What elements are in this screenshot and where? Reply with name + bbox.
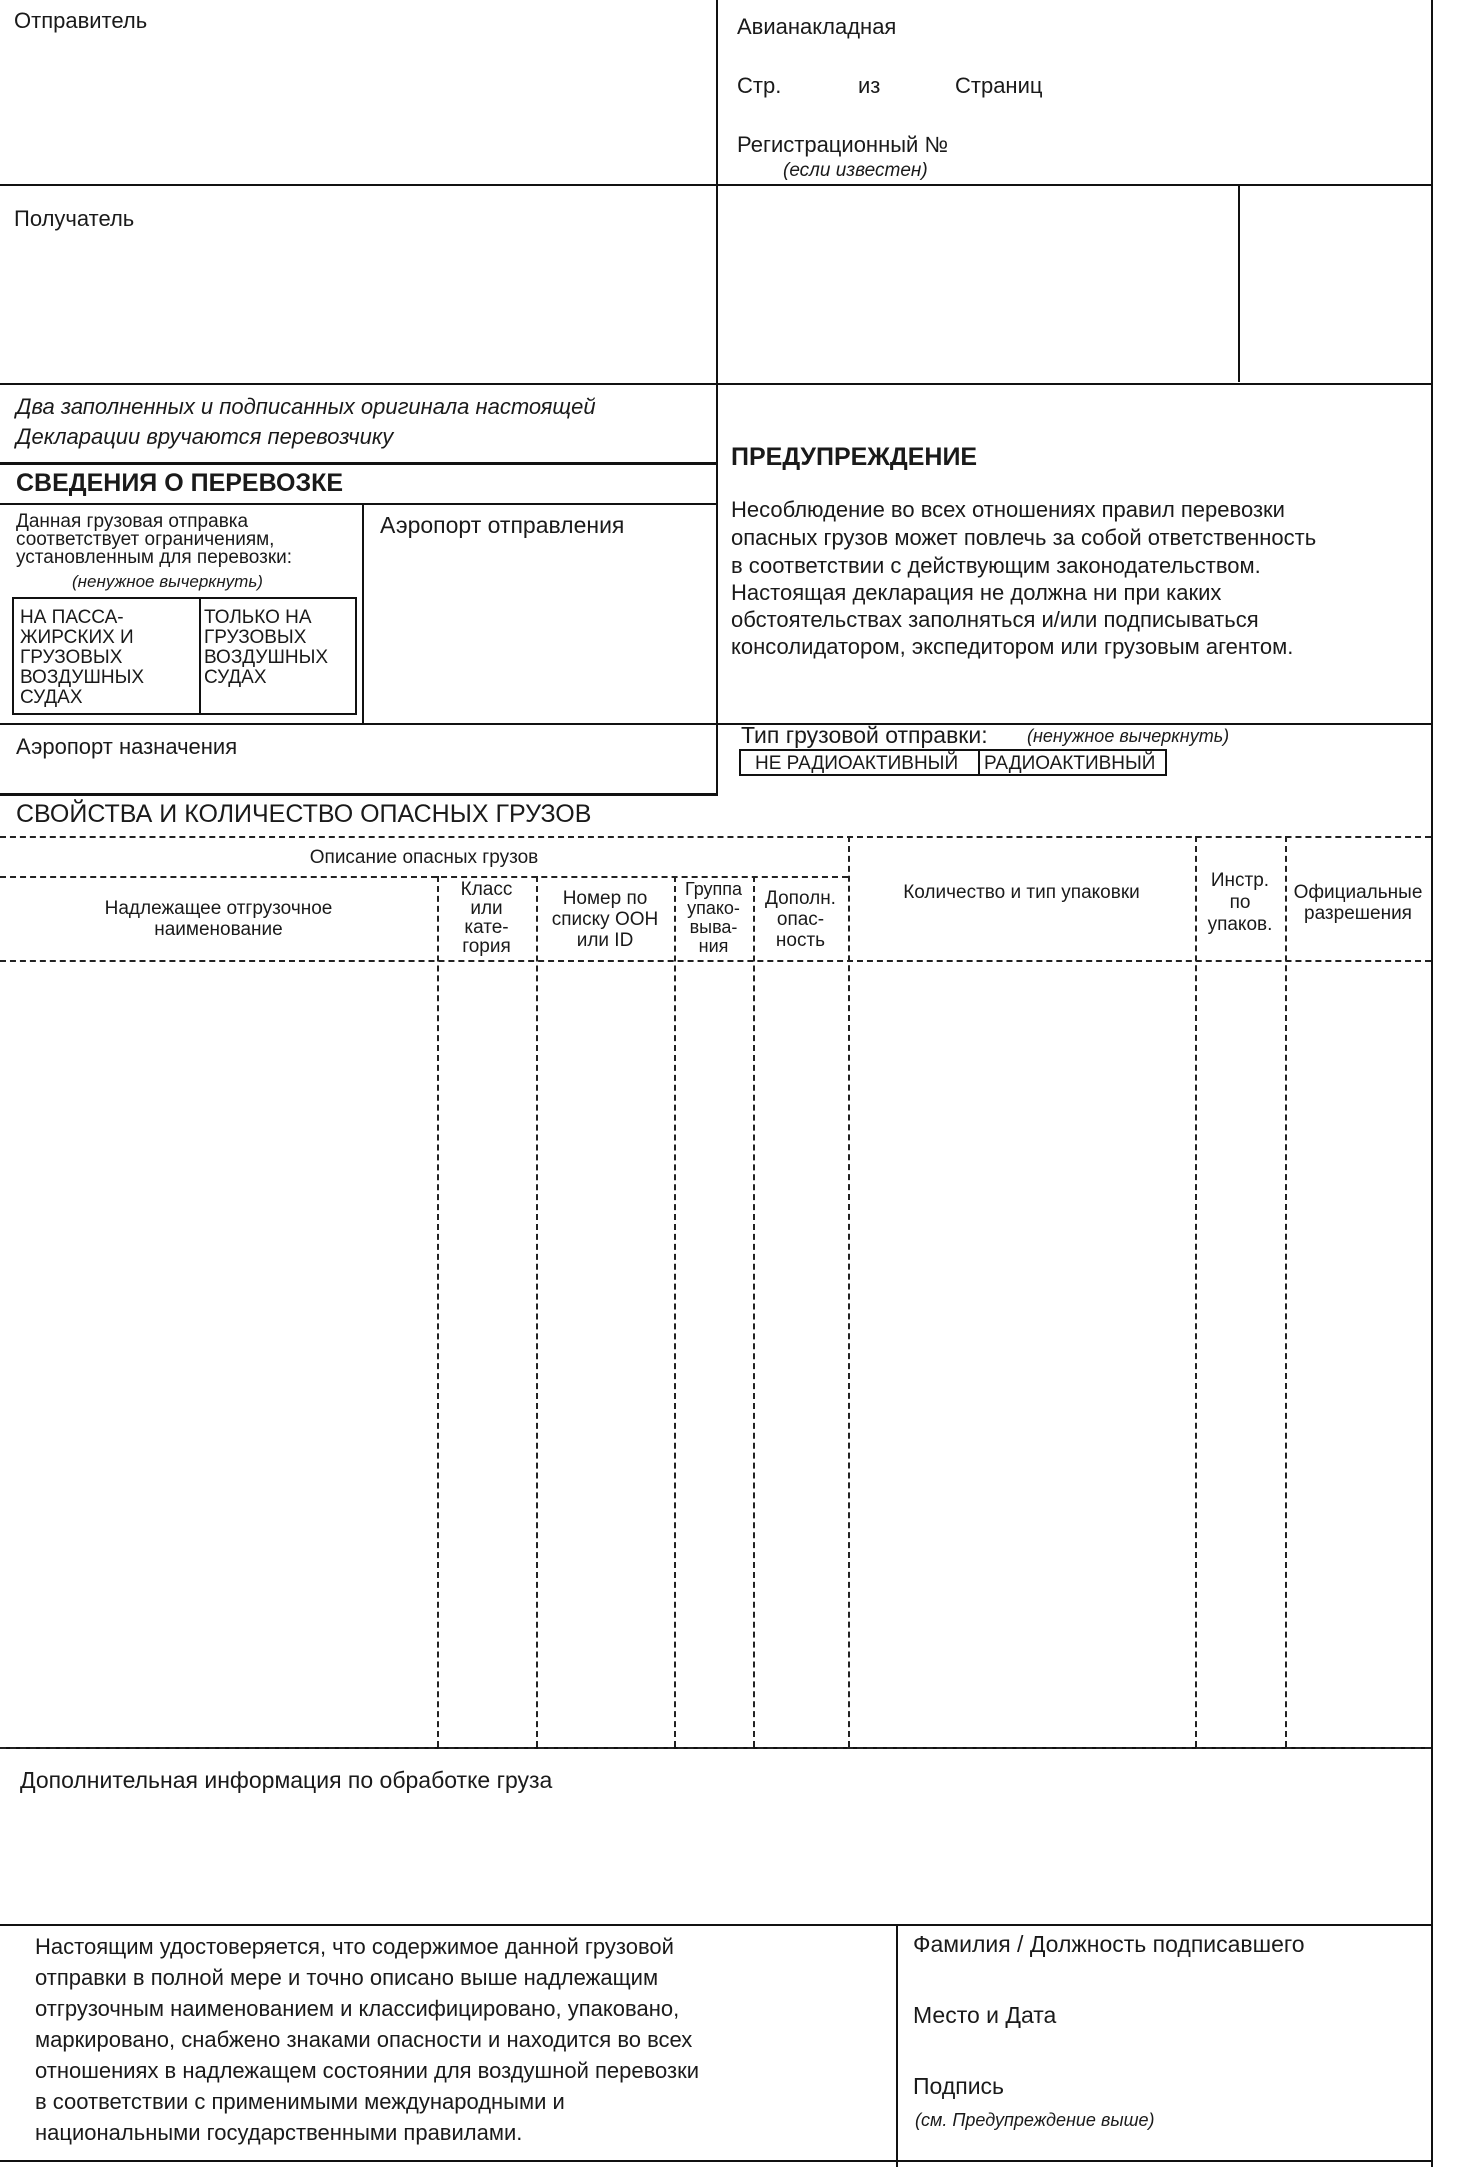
warning-line2: опасных грузов может повлечь за собой ответственность xyxy=(731,525,1317,550)
option-cargo-l2: ГРУЗОВЫХ xyxy=(204,627,307,648)
col-divider-7 xyxy=(1285,836,1287,1747)
consignee-label: Получатель xyxy=(14,206,135,231)
consignee-bottom-line xyxy=(0,383,1431,385)
aircraft-options-divider xyxy=(199,597,201,715)
transport-top-line xyxy=(0,462,718,465)
col-divider-5 xyxy=(848,836,850,1747)
shipment-type-label: Тип грузовой отправки: xyxy=(741,722,988,748)
warning-line6: консолидатором, экспедитором или грузовым агентом. xyxy=(731,634,1294,659)
warning-line5: обстоятельствах заполняться и/или подписываться xyxy=(731,607,1259,632)
warning-heading: ПРЕДУПРЕЖДЕНИЕ xyxy=(731,443,978,471)
col-pg-l2: упако- xyxy=(687,898,740,918)
option-passenger-l2: ЖИРСКИХ И xyxy=(20,627,134,648)
transport-heading-line xyxy=(0,503,718,505)
of-label: из xyxy=(858,73,881,98)
certification-line5: отношениях в надлежащем состоянии для воздушной перевозки xyxy=(35,2058,700,2083)
option-passenger-l1: НА ПАССА- xyxy=(20,607,124,628)
col-header-un xyxy=(536,888,674,951)
option-non-radioactive-label: НЕ РАДИОАКТИВНЫЙ xyxy=(755,753,959,774)
registration-label: Регистрационный № xyxy=(737,132,949,157)
col-sub-l3: ность xyxy=(775,930,826,951)
col-name-l1: Надлежащее отгрузочное xyxy=(104,898,333,919)
option-radioactive-label: РАДИОАКТИВНЫЙ xyxy=(984,753,1156,774)
col-header-qty: Количество и тип упаковки xyxy=(903,882,1140,903)
consignee-right-divider xyxy=(1238,184,1240,382)
col-auth-l1: Официальные xyxy=(1293,882,1423,903)
transport-bottom-line xyxy=(0,793,718,796)
certification-line4: маркировано, снабжено знаками опасности и находится во всех xyxy=(35,2027,693,2052)
certification-line7: национальными государственными правилами. xyxy=(35,2120,523,2145)
col-class-l4: гория xyxy=(462,936,511,957)
col-instr-l1: Инстр. xyxy=(1210,870,1270,891)
transport-inner-divider xyxy=(362,503,364,723)
col-class-l2: или xyxy=(470,898,503,919)
certification-line1: Настоящим удостоверяется, что содержимое данной грузовой xyxy=(35,1934,674,1959)
handling-label: Дополнительная информация по обработке груза xyxy=(20,1767,553,1793)
certification-divider xyxy=(896,1924,898,2167)
goods-top-dash xyxy=(0,836,1431,838)
goods-header-bottom-dash xyxy=(0,960,1431,962)
col-header-name xyxy=(0,898,437,940)
transport-heading: СВЕДЕНИЯ О ПЕРЕВОЗКЕ xyxy=(16,469,344,497)
col-pg-l1: Группа xyxy=(684,879,743,899)
signature-label: Подпись xyxy=(913,2073,1005,2099)
limits-note: (ненужное вычеркнуть) xyxy=(72,572,263,591)
col-header-instr xyxy=(1195,870,1285,936)
bottom-line xyxy=(0,2160,1431,2162)
col-header-auth xyxy=(1285,882,1431,924)
col-sub-l1: Дополн. xyxy=(765,888,836,909)
option-cargo-l1: ТОЛЬКО НА xyxy=(204,607,312,628)
certification-top-line xyxy=(0,1924,1431,1926)
pages-label: Страниц xyxy=(955,73,1043,98)
signatory-name-label: Фамилия / Должность подписавшего xyxy=(913,1931,1305,1957)
warning-line3: в соответствии с действующим законодательством. xyxy=(731,553,1261,578)
option-cargo-aircraft[interactable] xyxy=(204,608,354,688)
col-instr-l3: упаков. xyxy=(1207,914,1273,935)
col-divider-4 xyxy=(753,876,755,1747)
airwaybill-label: Авианакладная xyxy=(737,14,897,39)
col-pg-l4: ния xyxy=(698,936,729,956)
page-label: Стр. xyxy=(737,73,782,98)
departure-airport-label: Аэропорт отправления xyxy=(380,512,625,538)
col-instr-l2: по xyxy=(1229,892,1251,913)
top-middle-divider xyxy=(716,0,718,795)
col-header-class xyxy=(437,880,536,956)
option-non-radioactive[interactable] xyxy=(739,749,980,776)
col-name-l2: наименование xyxy=(154,919,283,940)
signature-note: (см. Предупреждение выше) xyxy=(915,2110,1155,2130)
col-divider-1 xyxy=(437,876,439,1747)
certification-line6: в соответствии с применимыми международными и xyxy=(35,2089,565,2114)
registration-note: (если известен) xyxy=(783,160,928,181)
destination-airport-label: Аэропорт назначения xyxy=(16,734,238,759)
limits-line3: установленным для перевозки: xyxy=(16,547,293,568)
goods-heading: СВОЙСТВА И КОЛИЧЕСТВО ОПАСНЫХ ГРУЗОВ xyxy=(16,800,592,828)
col-un-l2: списку ООН xyxy=(551,909,659,930)
copies-note-line2: Декларации вручаются перевозчику xyxy=(16,424,394,449)
certification-line2: отправки в полной мере и точно описано выше надлежащим xyxy=(35,1965,659,1990)
description-header: Описание опасных грузов xyxy=(309,847,539,868)
col-pg-l3: выва- xyxy=(689,917,738,937)
option-passenger-l5: СУДАХ xyxy=(20,687,83,708)
option-passenger-aircraft[interactable] xyxy=(20,608,195,708)
col-class-l3: кате- xyxy=(464,917,509,938)
right-border xyxy=(1431,0,1433,2167)
shipment-type-note: (ненужное вычеркнуть) xyxy=(1027,726,1230,746)
col-auth-l2: разрешения xyxy=(1304,903,1412,924)
col-divider-3 xyxy=(674,876,676,1747)
warning-line4: Настоящая декларация не должна ни при каких xyxy=(731,580,1222,605)
option-cargo-l4: СУДАХ xyxy=(204,667,267,688)
col-divider-6 xyxy=(1195,836,1197,1747)
shipper-label: Отправитель xyxy=(14,8,148,33)
warning-line1: Несоблюдение во всех отношениях правил перевозки xyxy=(731,497,1285,522)
shipper-bottom-line xyxy=(0,184,1431,186)
description-sub-dash xyxy=(0,876,848,878)
col-header-sub xyxy=(753,888,848,951)
col-sub-l2: опас- xyxy=(776,909,825,930)
col-divider-2 xyxy=(536,876,538,1747)
col-un-l3: или ID xyxy=(576,930,634,951)
option-radioactive[interactable] xyxy=(978,749,1167,776)
certification-line3: отгрузочным наименованием и классифицировано, упаковано, xyxy=(35,1996,680,2021)
limits-line1: Данная грузовая отправка xyxy=(16,511,249,532)
place-date-label: Место и Дата xyxy=(913,2002,1057,2028)
option-cargo-l3: ВОЗДУШНЫХ xyxy=(204,647,329,668)
limits-line2: соответствует ограничениям, xyxy=(16,529,275,550)
option-passenger-l4: ВОЗДУШНЫХ xyxy=(20,667,145,688)
col-un-l1: Номер по xyxy=(562,888,648,909)
option-passenger-l3: ГРУЗОВЫХ xyxy=(20,647,123,668)
col-header-pg xyxy=(674,880,753,956)
goods-bottom-dash xyxy=(0,1747,1431,1749)
transport-mid-line xyxy=(0,723,1431,725)
copies-note-line1: Два заполненных и подписанных оригинала настоящей xyxy=(16,394,596,419)
col-class-l1: Класс xyxy=(460,879,513,900)
